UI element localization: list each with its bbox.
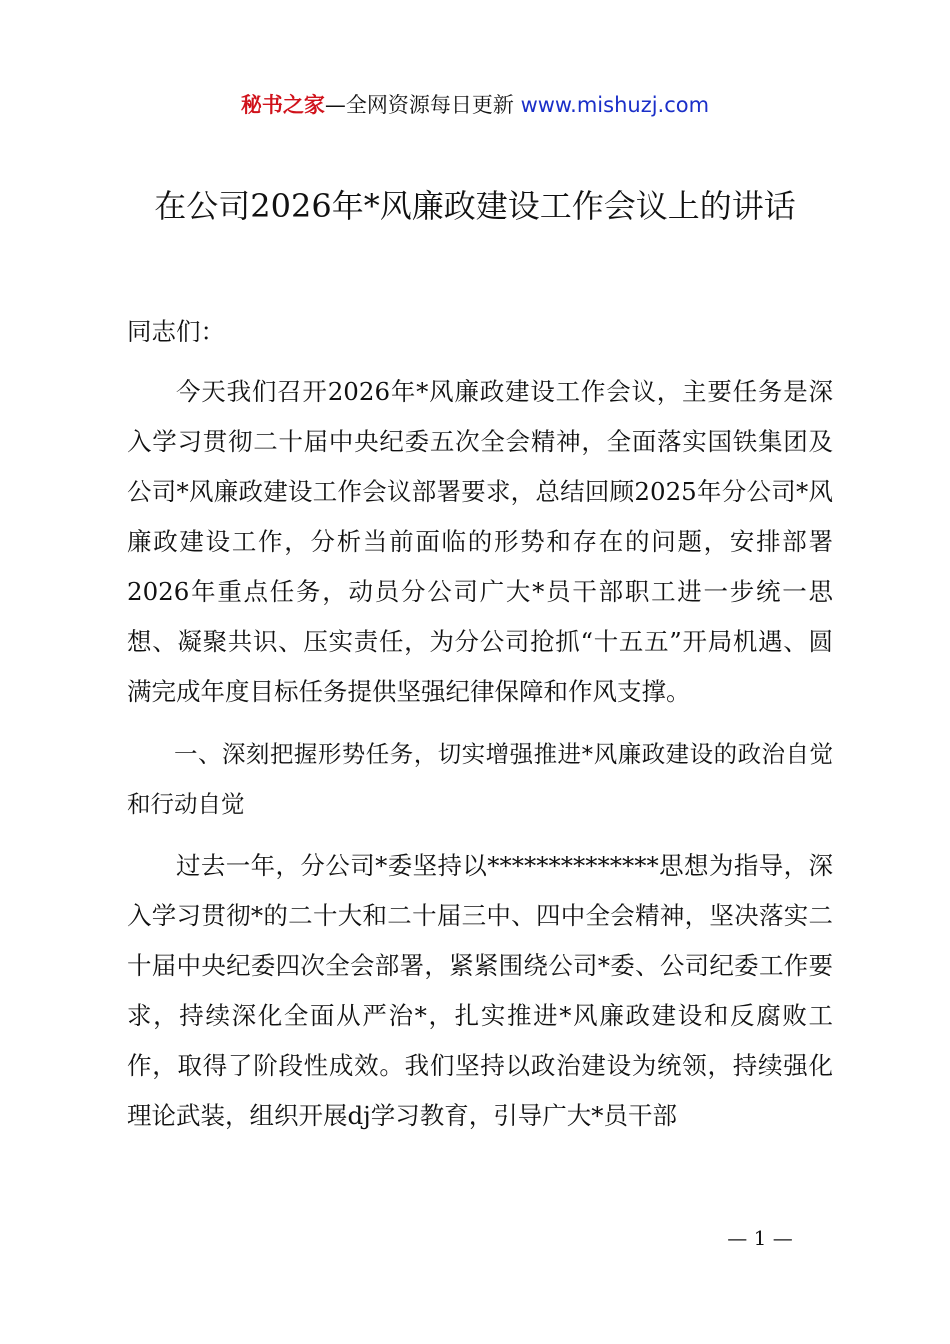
paragraph-intro: 今天我们召开2026年*风廉政建设工作会议，主要任务是深入学习贯彻二十届中央纪委五次全会精神，全面落实国铁集团及公司*风廉政建设工作会议部署要求，总结回顾2025年分公司*风廉政建设工作，分析当前面临的形势和存在的问题，安排部署2026年重点任务，动员分公司广大*员干部职工进一步统一思想、凝聚共识、压实责任，为分公司抢抓“十五五”开局机遇、圆满完成年度目标任务提供坚强纪律保障和作风支撑。 xyxy=(127,377,833,706)
page-number: — 1 — xyxy=(727,1226,793,1250)
section-heading-1: 一、深刻把握形势任务，切实增强推进*风廉政建设的政治自觉和行动自觉 xyxy=(127,740,833,818)
document-title: 在公司2026年*风廉政建设工作会议上的讲话 xyxy=(154,187,796,225)
paragraph-review: 过去一年，分公司*委坚持以**************思想为指导，深入学习贯彻*的二十大和二十届三中、四中全会精神，坚决落实二十届中央纪委四次全会部署，紧紧围绕公司*委、公司纪委工作要求，持续深化全面从严治*，扎实推进*风廉政建设和反腐败工作，取得了阶段性成效。我们坚持以政治建设为统领，持续强化理论武装，组织开展dj学习教育，引导广大*员干部 xyxy=(127,851,833,1130)
header-tagline: —全网资源每日更新 xyxy=(324,93,514,117)
brand-name: 秘书之家 xyxy=(240,93,325,117)
site-header xyxy=(0,88,950,122)
greeting: 同志们： xyxy=(127,317,225,346)
site-url-link[interactable]: www.mishuzj.com xyxy=(520,93,710,117)
